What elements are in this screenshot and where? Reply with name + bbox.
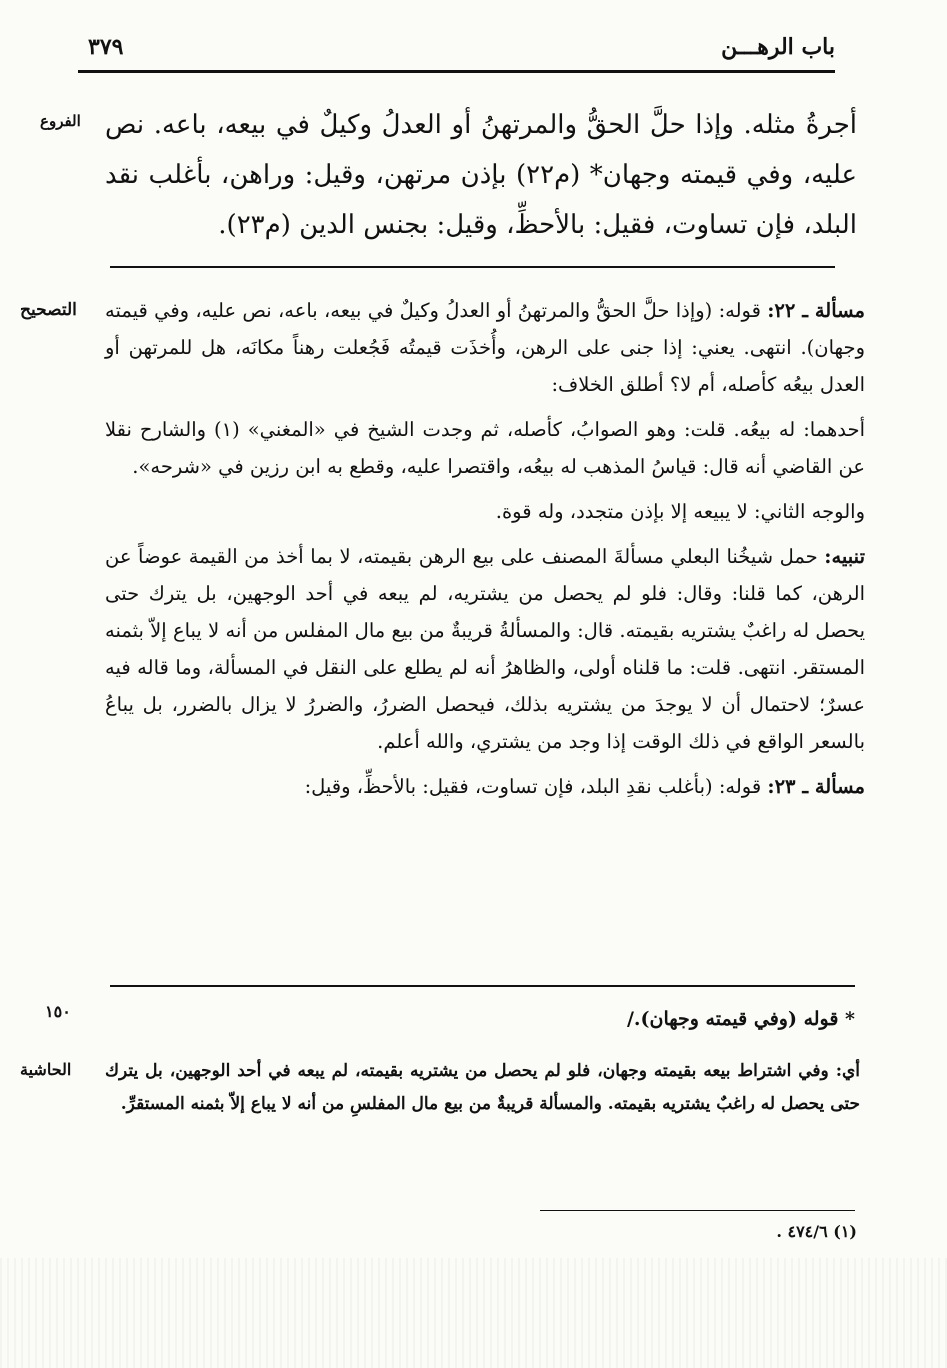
label-furu: الفروع [40,112,81,130]
note-text: حمل شيخُنا البعلي مسألةَ المصنف على بيع الرهن بقيمته، لا بما أخذ من القيمة عوضاً عن الرهن، كما قلنا: وقال: فلو لم يحصل من يشتريه، لم يبعه في أحد الوجهين، بل يترك حتى يحصل له راغبٌ يشتريه بقيمته. قال: والمسألةُ قريبةٌ من بيع مال المفلس من أنه لا يباع إلاّ بثمنه المستقر. انتهى. قلت: ما قلناه أولى، والظاهرُ أنه لم يطلع على النقل في المسألة، وما قاله فيه عسرٌ؛ لاحتمال أن لا يوجدَ من يشتريه بذلك، فيحصل الضررُ، والضررُ لا يزال بالضرر، بل يباعُ بالسعر الواقع في ذلك الوقت إذا وجد من يشتري، والله أعلم. [105,545,865,753]
header-rule [78,70,835,73]
issue-23-text: قوله: (بأغلب نقدِ البلد، فإن تساوت، فقيل: بالأحظِّ، وقيل: [304,775,768,798]
chapter-title: باب الرهـــن [721,34,835,60]
tashih-paragraph-5 [105,768,865,805]
tashih-text [105,292,865,813]
tashih-paragraph-2: أحدهما: له بيعُه. قلت: وهو الصوابُ، كأصله، ثم وجدت الشيخ في «المغني» (١) والشارح نقلا عن القاضي أنه قال: قياسُ المذهب له بيعُه، واقتصرا عليه، وقطع به ابن رزين في «شرحه». [105,418,865,478]
hashiya-text: أي: وفي اشتراط بيعه بقيمته وجهان، فلو لم يحصل من يشتريه بقيمته، لم يبعه في أحد الوجهين، بل يترك حتى يحصل له راغبٌ يشتريه بقيمته. والمسألة قريبةٌ من بيع مال المفلسِ من أنه لا يباع إلاّ بثمنه المستقرِّ. [105,1061,860,1114]
issue-23-heading: مسألة ـ ٢٣: [767,775,865,798]
footnote: (١) ٤٧٤/٦ . [776,1222,857,1241]
footnote-rule [540,1210,855,1211]
issue-22-text: قوله: (وإذا حلَّ الحقُّ والمرتهنُ أو العدلُ وكيلٌ في بيعه، باعه، نص عليه، وفي قيمته وجهان). انتهى. يعني: إذا جنى على الرهن، وأُخذَت قيمتُه فَجُعلت رهناً مكانَه، هل للمرتهن أو العدل بيعُه كأصله، أم لا؟ أطلق الخلاف: [105,299,865,396]
hashiya-rule [110,985,855,987]
scan-noise [0,1258,947,1368]
page-number: ٣٧٩ [88,34,124,60]
label-hashiya: الحاشية [20,1060,72,1079]
tashih-paragraph-4 [105,538,865,760]
hashiya-heading: * قوله (وفي قيمته وجهان)./ [626,1008,855,1030]
hashiya-page-ref: ١٥٠ [45,1002,71,1021]
tashih-paragraph-1 [105,292,865,403]
note-heading: تنبيه: [824,545,865,568]
issue-22-heading: مسألة ـ ٢٢: [767,299,866,322]
tashih-paragraph-3: والوجه الثاني: لا يبيعه إلا بإذن متجدد، وله قوة. [495,500,865,523]
label-tashih: التصحيح [20,300,77,320]
section-rule [110,266,835,268]
furu-text: أجرةُ مثله. وإذا حلَّ الحقُّ والمرتهنُ أو العدلُ وكيلٌ في بيعه، باعه. نص عليه، وفي قيمته وجهان* (م٢٢) بإذن مرتهن، وقيل: وراهن، بأغلب نقد البلد، فإن تساوت، فقيل: بالأحظِّ، وقيل: بجنس الدين (م٢٣). [105,110,857,240]
